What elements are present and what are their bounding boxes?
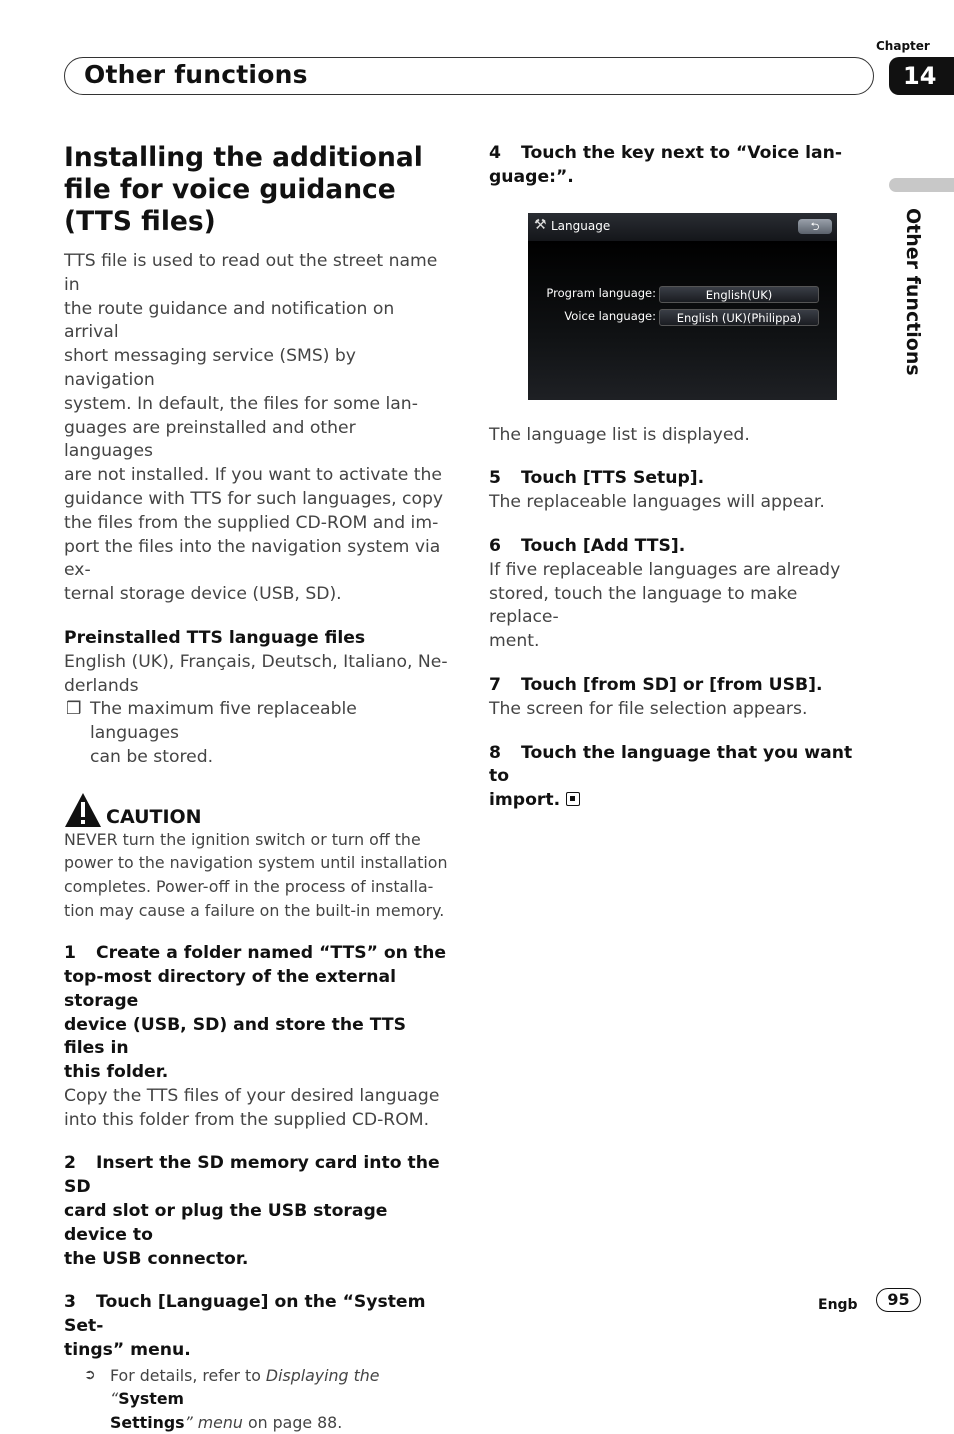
step-6-body: If five replaceable languages are already stored, touch the language to make replace- ment.	[489, 559, 841, 652]
note-item: ❒ The maximum five replaceable languages can be stored.	[66, 699, 357, 767]
step-5-body: The replaceable languages will appear.	[489, 492, 825, 513]
screen-title: Language	[551, 218, 611, 233]
end-mark-icon	[566, 792, 580, 806]
warning-icon	[64, 792, 102, 828]
step-7-title: 7 Touch [from SD] or [from USB].	[489, 674, 823, 695]
voice-language-label: Voice language:	[564, 308, 656, 323]
program-language-row	[528, 286, 837, 303]
step-3-reference: ➲ For details, refer to Displaying the “System Settings” menu on page 88.	[84, 1365, 380, 1432]
arrow-reference-icon: ➲	[84, 1366, 96, 1383]
program-language-button[interactable]: English(UK)	[659, 286, 819, 303]
caution-text: NEVER turn the ignition switch or turn off the power to the navigation system until installation completes. Power-off in the process of installa- tion may cause a failure on the built-in memory.	[64, 829, 448, 920]
intro-paragraph: TTS file is used to read out the street name in the route guidance and notification on arrival short messaging service (SMS) by navigation system. In default, the files for some lan- guages are preinstalled and other languages are not installed. If you want to activate the guidance with TTS for such languages, copy the files from the supplied CD-ROM and im- port the files into the navigation system via ex- ternal storage device (USB, SD).	[64, 251, 444, 605]
step-4-body: The language list is displayed.	[489, 424, 750, 445]
side-tab-marker	[889, 178, 954, 192]
preinstalled-list: English (UK), Français, Deutsch, Italiano, Ne- derlands	[64, 651, 448, 696]
step-1-body: Copy the TTS files of your desired language into this folder from the supplied CD-ROM.	[64, 1085, 440, 1130]
step-5-title: 5 Touch [TTS Setup].	[489, 468, 705, 489]
caution-heading: CAUTION	[64, 790, 448, 828]
side-section-label: Other functions	[902, 208, 924, 376]
page-heading: Installing the additional file for voice guidance (TTS files)	[64, 142, 423, 237]
screen-body	[528, 241, 837, 400]
language-screen-screenshot	[528, 213, 837, 400]
right-column	[489, 142, 861, 813]
step-8-title: 8 Touch the language that you want to import.	[489, 742, 853, 811]
back-icon[interactable]: ⮌	[798, 219, 832, 234]
chapter-label: Chapter	[876, 39, 930, 53]
step-4-title: 4 Touch the key next to “Voice lan- guage:”.	[489, 143, 843, 187]
left-column	[64, 142, 448, 1434]
settings-tool-icon: ⚒	[534, 216, 547, 233]
footer-language-code: Engb	[818, 1297, 858, 1313]
voice-language-row	[528, 309, 837, 326]
checkbox-bullet-icon: ❒	[66, 699, 82, 720]
chapter-number: 14	[889, 57, 954, 95]
program-language-label: Program language:	[546, 285, 656, 300]
step-1-title: 1 Create a folder named “TTS” on the top-most directory of the external storage device (USB, SD) and store the TTS files in this folder.	[64, 943, 447, 1083]
preinstalled-heading: Preinstalled TTS language files	[64, 627, 366, 648]
step-6-title: 6 Touch [Add TTS].	[489, 535, 686, 556]
section-title: Other functions	[84, 60, 308, 89]
screen-title-bar	[528, 213, 837, 241]
step-7-body: The screen for file selection appears.	[489, 698, 808, 719]
voice-language-button[interactable]: English (UK)(Philippa)	[659, 309, 819, 326]
page-number: 95	[876, 1288, 921, 1312]
step-3-title: 3 Touch [Language] on the “System Set- tings” menu.	[64, 1292, 426, 1361]
step-2-title: 2 Insert the SD memory card into the SD card slot or plug the USB storage device to the USB connector.	[64, 1153, 440, 1269]
